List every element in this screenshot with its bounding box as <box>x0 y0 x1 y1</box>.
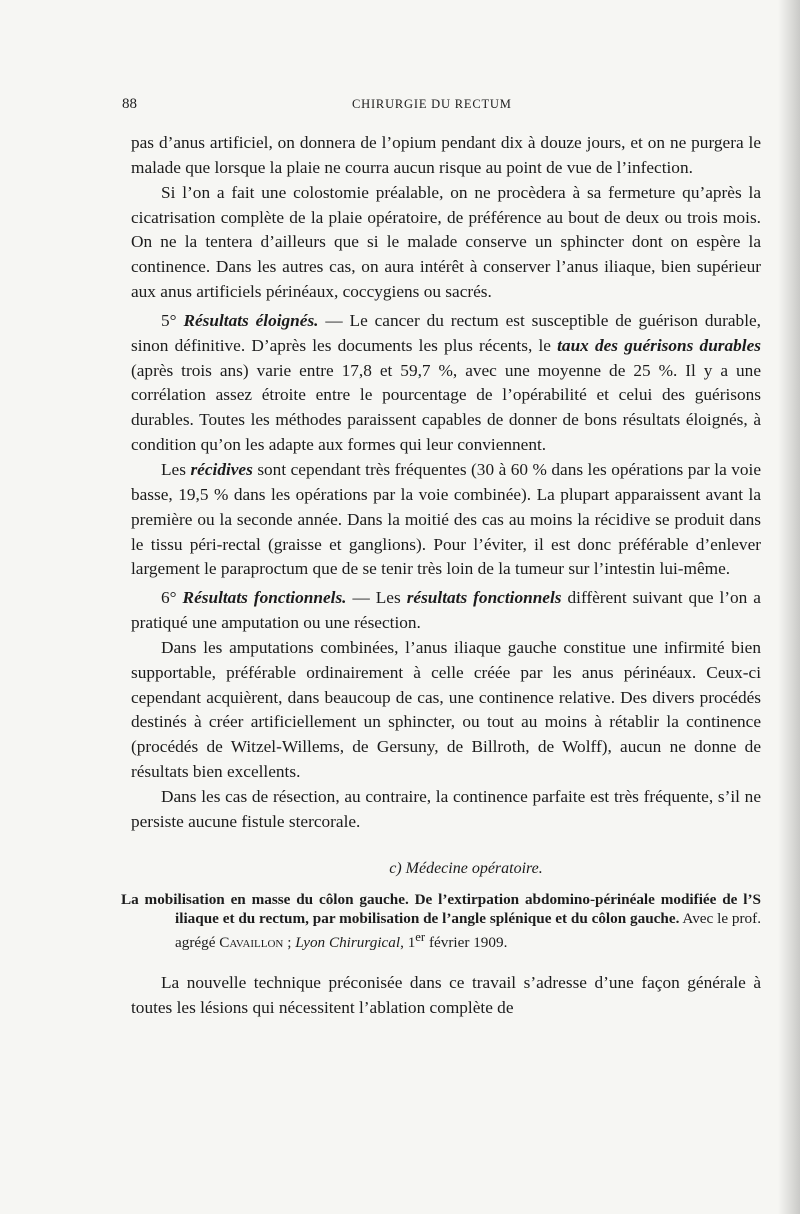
section-number: 6° <box>161 588 177 608</box>
paragraph-colostomie: Si l’on a fait une colostomie préalable, on ne procèdera à sa fermeture qu’après la cicatrisation complète de la plaie opératoire, de préférence au bout de deux ou trois mois. On ne la tentera d’ailleurs que si le malade conserve un sphincter dont on espère la continence. Dans les autres cas, on aura intérêt à conserver l’anus iliaque, bien supérieur aux anus artificiels périnéaux, coccygiens ou sacrés. <box>131 182 761 302</box>
paragraph-amputations: Dans les amputations combinées, l’anus iliaque gauche constitue une infirmité bien supportable, préférable ordinairement à celle créée par les anus périnéaux. Ceux-ci cependant acquièrent, dans beaucoup de cas, une continence relative. Des divers procédés destinés à créer artificiellement un sphincter, ou tout au moins à rétablir la continence (procédés de Witzel-Willems, de Gersuny, de Billroth, de Wolff), aucun ne donne de résultats bien excellents. <box>131 637 761 782</box>
text-run: diffèrent suivant que l’on a pratiqué une amputation ou une résection. <box>131 588 761 633</box>
term-resultats-fonctionnels: résultats fonctionnels <box>406 588 562 608</box>
running-head: CHIRURGIE DU RECTUM <box>352 97 512 111</box>
page-header <box>122 96 762 116</box>
text-run: — Les <box>346 588 407 608</box>
section-title-resultats-fonctionnels: Résultats fonctionnels. <box>182 588 347 608</box>
text-run: — Le cancer du rectum est susceptible de guérison durable, sinon définitive. D’après les documents les plus récents, le <box>131 310 761 355</box>
bibliography-title: La mobilisation en masse du côlon gauche. De l’extirpation abdomino-périnéale modifiée de l’S iliaque et du rectum, par mobilisation de l’angle splénique et du côlon gauche. <box>121 891 761 927</box>
section-number: 5° <box>161 310 177 330</box>
term-recidives: récidives <box>190 459 253 479</box>
term-taux-guerisons: taux des guérisons durables <box>557 335 762 355</box>
body-text <box>121 131 762 1021</box>
paragraph-resultats-fonctionnels <box>131 586 761 636</box>
paragraph-resection: Dans les cas de résection, au contraire, la continence parfaite est très fréquente, s’il ne persiste aucune fistule stercorale. <box>131 786 761 831</box>
text-run: Les <box>161 459 191 479</box>
paragraph-resultats-eloignes <box>131 309 761 458</box>
text-run: sont cependant très fréquentes (30 à 60 % dans les opérations par la voie basse, 19,5 % dans les opérations par la voie combinée). La plupart apparaissent avant la première ou la seconde année. Dans la moitié des cas au moins la récidive se produit dans le tissu péri-rectal (graisse et ganglions). Pour l’éviter, il est donc préférable d’enlever largement le paraproctum que de se tenir très loin de la tumeur sur l’intestin lui-même. <box>131 459 761 579</box>
bibliography-entry <box>121 891 761 953</box>
paragraph-opium: pas d’anus artificiel, on donnera de l’opium pendant dix à douze jours, et on ne purgera le malade que lorsque la plaie ne courra aucun risque au point de vue de l’infection. <box>131 133 761 177</box>
page-number: 88 <box>122 96 137 112</box>
page-gutter-shadow <box>778 0 800 1214</box>
bibliography-journal: Lyon Chirurgical <box>295 934 401 952</box>
text-run: février 1909. <box>425 934 508 952</box>
date-superscript: er <box>415 930 426 945</box>
subheading-medecine-operatoire: c) Médecine opératoire. <box>389 859 543 877</box>
text-run: (après trois ans) varie entre 17,8 et 59,7 %, avec une moyenne de 25 %. Il y a une corrélation assez étroite entre le pourcentage de l’opérabilité et celui des guérisons durables. Toutes les méthodes paraissent capables de donner de bons résultats éloignés, à condition qu’on les adapte aux formes qui leur conviennent. <box>131 360 761 455</box>
paragraph-recidives <box>131 458 761 582</box>
text-run: , 1 <box>400 934 416 952</box>
text-run: Avec le prof. agrégé <box>175 909 762 952</box>
text-run: ; <box>283 934 296 952</box>
section-title-resultats-eloignes: Résultats éloignés. <box>183 310 319 330</box>
bibliography-coauthor: Cavaillon <box>219 934 284 952</box>
paragraph-nouvelle-technique: La nouvelle technique préconisée dans ce travail s’adresse d’une façon générale à toutes les lésions qui nécessitent l’ablation complète de <box>131 973 761 1017</box>
